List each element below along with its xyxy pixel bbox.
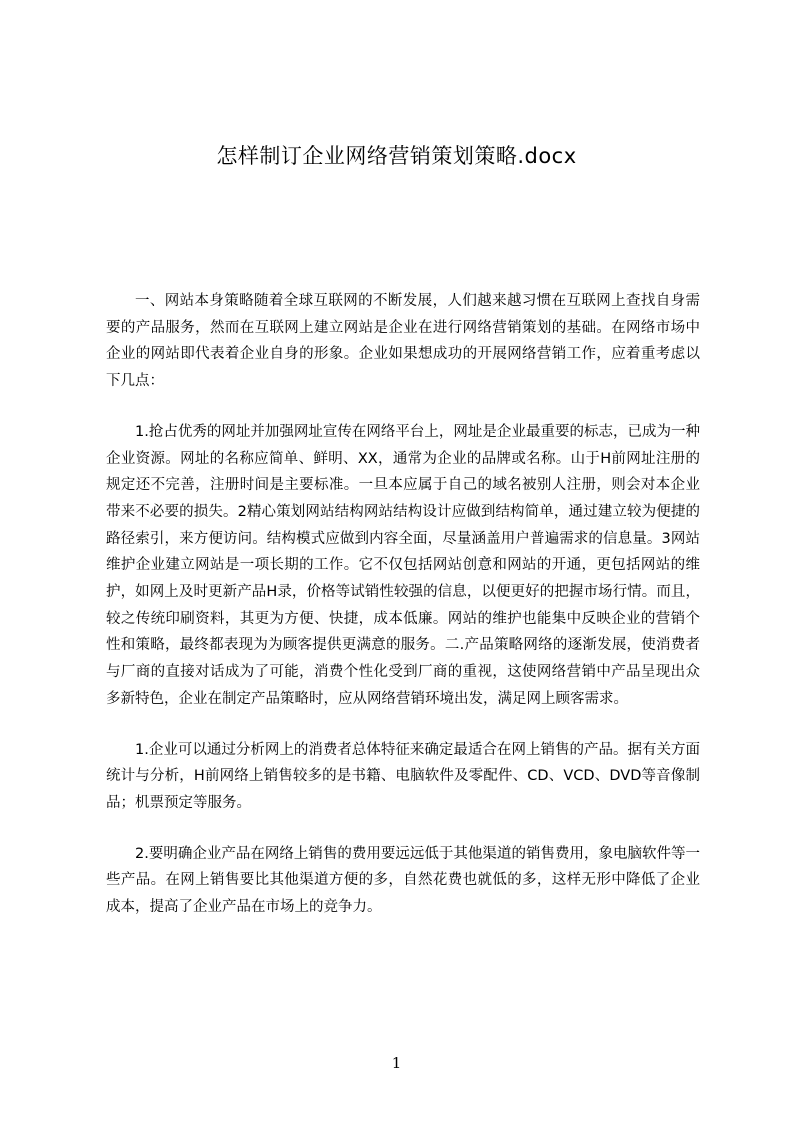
paragraph: 2.要明确企业产品在网络上销售的费用要远远低于其他渠道的销售费用，象电脑软件等一些产品。在网上销售要比其他渠道方便的多，自然花费也就低的多，这样无形中降低了企业成本，提高了企业产品在市场上的竞争力。 [106, 845, 700, 916]
document-body [106, 288, 700, 921]
page-number: 1 [391, 1054, 402, 1072]
paragraph: 1.抢占优秀的网址并加强网址宣传在网络平台上，网址是企业最重要的标志，已成为一种企业资源。网址的名称应简单、鲜明、XX，通常为企业的品牌或名称。山于H前网址注册的规定还不完善，注册时间是主要标准。一旦本应属于自己的域名被别人注册，则会对本企业带来不必要的损失。2精心策划网站结构网站结构设计应做到结构简单，通过建立较为便捷的路径索引，来方便访问。结构模式应做到内容全面，尽量涵盖用户普遍需求的信息量。3网站维护企业建立网站是一项长期的工作。它不仅包括网站创意和网站的开通，更包括网站的维护，如网上及时更新产品H录，价格等试销性较强的信息，以便更好的把握市场行情。而且，较之传统印刷资料，其更为方便、快捷，成本低廉。网站的维护也能集中反映企业的营销个性和策略，最终都表现为为顾客提供更满意的服务。二.产品策略网络的逐渐发展，使消费者与厂商的直接对话成为了可能，消费个性化受到厂商的重视，这使网络营销中产品呈现出众多新特色，企业在制定产品策略时，应从网络营销环境出发，满足网上顾客需求。 [106, 423, 700, 707]
document-title: 怎样制订企业网络营销策划策略.docx [216, 144, 577, 168]
paragraph: 1.企业可以通过分析网上的消费者总体特征来确定最适合在网上销售的产品。据有关方面统计与分析，H前网络上销售较多的是书籍、电脑软件及零配件、CD、VCD、DVD等音像制品；机票预定等服务。 [106, 741, 700, 811]
paragraph: 一、网站本身策略随着全球互联网的不断发展，人们越来越习惯在互联网上查找自身需要的产品服务，然而在互联网上建立网站是企业在进行网络营销策划的基础。在网络市场中企业的网站即代表着企业自身的形象。企业如果想成功的开展网络营销工作，应着重考虑以下几点： [106, 293, 700, 390]
